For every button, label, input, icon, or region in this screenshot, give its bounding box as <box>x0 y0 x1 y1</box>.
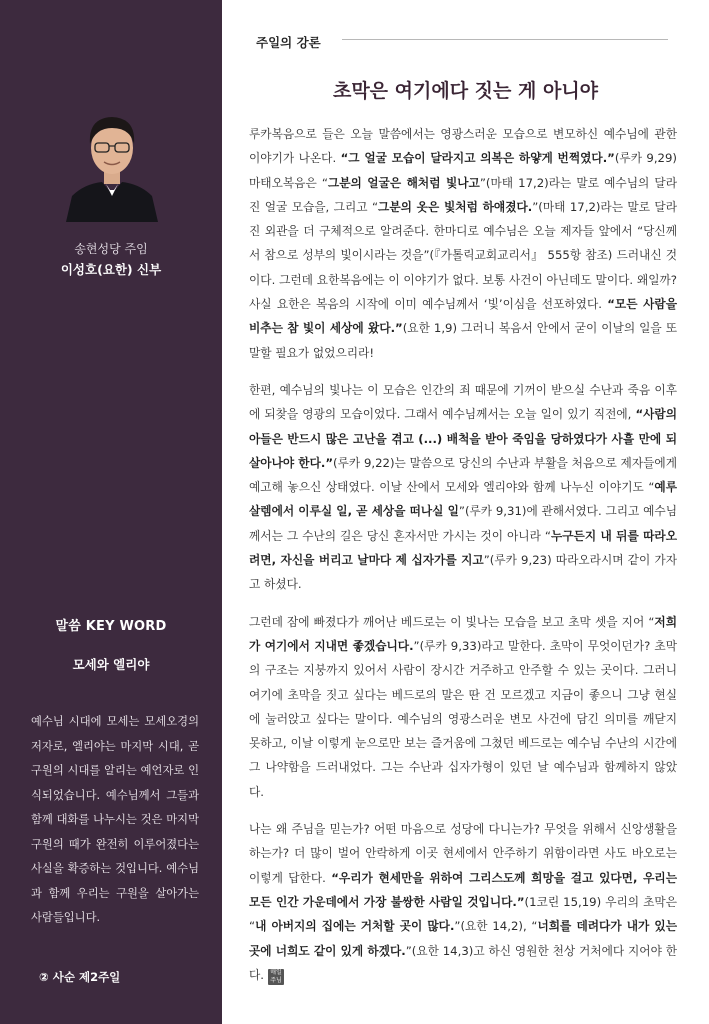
paragraph <box>249 378 677 597</box>
liturgical-week: ② 사순 제2주일 <box>39 970 121 984</box>
scripture-quote: 누구든지 내 뒤를 따라오려면, 자신을 버리고 날마다 제 십자가를 지고 <box>249 528 678 568</box>
parish-label: 송현성당 주임 <box>74 242 148 256</box>
text-run: ”(루카 9,31)에 관해서였다. 그리고 예수님께서는 그 수난의 길은 당신 혼자서만 가시는 것이 아니라 “ <box>249 504 677 543</box>
scripture-quote: “그 얼굴 모습이 달라지고 의복은 하얗게 번쩍였다.” <box>340 151 615 166</box>
text-run: (1코린 15,19) 우리의 초막은 “ <box>249 894 677 934</box>
priest-portrait <box>64 104 160 222</box>
scripture-quote: 내 아버지의 집에는 거처할 곳이 많다. <box>255 919 455 934</box>
text-run: (루카 9,22)는 말씀으로 당신의 수난과 부활을 처음으로 제자들에게 예고해 놓으신 상태였다. 이날 산에서 모세와 엘리야와 함께 나누신 이야기도 “ <box>249 455 677 495</box>
section-divider <box>342 39 668 40</box>
text-run: ”(루카 9,23) 따라오라시며 같이 가자고 하셨다. <box>249 553 677 592</box>
section-label: 주일의 강론 <box>256 35 321 50</box>
paragraph <box>249 122 677 365</box>
scripture-quote: 너희를 데려다가 내가 있는 곳에 너희도 같이 있게 하겠다. <box>249 919 677 958</box>
end-mark-icon: 매일 주님 <box>268 969 284 985</box>
sidebar <box>0 0 222 1024</box>
text-run: 나는 왜 주님을 믿는가? 어떤 마음으로 성당에 다니는가? 무엇을 위해서 신앙생활을 하는가? 더 많이 벌어 안락하게 이곳 현세에서 안주하기 위함이라면 사도 바오로는 이렇게 답한다. <box>249 822 677 885</box>
keyword-heading: 말씀 KEY WORD <box>55 619 167 634</box>
paragraph <box>249 610 677 804</box>
text-run: 그런데 잠에 빠졌다가 깨어난 베드로는 이 빛나는 모습을 보고 초막 셋을 지어 “ <box>249 614 655 629</box>
text-run: 한편, 예수님의 빛나는 이 모습은 인간의 죄 때문에 기꺼이 받으실 수난과 죽음 이후에 되찾을 영광의 모습이었다. 그래서 예수님께서는 오늘 일이 있기 직전에, <box>249 382 677 422</box>
keyword-description: 예수님 시대에 모세는 모세오경의 저자로, 엘리야는 마지막 시대, 곧 구원의 시대를 알리는 예언자로 인식되었습니다. 예수님께서 그들과 함께 대화를 나누시는 것은 마지막 구원의 때가 완전히 이루어졌다는 사실을 확증하는 것입니다. 예수님과 함께 우리는 구원을 살아가는 사람들입니다. <box>31 715 199 924</box>
text-run: ”(요한 14,3)고 하신 영원한 천상 거처에다 지어야 한다. <box>249 943 677 982</box>
text-run: ”(마태 17,2)라는 말로 달라진 외관을 더 구체적으로 알려준다. 한마디로 예수님은 오늘 제자들 앞에서 “당신께서 참으로 성부의 빛이시라는 것을”(『가톨릭교회교리서』 555항 참조) 드러내신 것이다. 그런데 요한복음에는 이 이야기가 없다. 보통 사건이 아닌데도 말이다. 왜일까? 사실 요한은 복음의 시작에 이미 예수님께서 ‘빛’이심을 선포하였다. <box>249 199 677 312</box>
scripture-quote: 그분의 얼굴은 해처럼 빛나고 <box>327 175 480 190</box>
text-run: ”(루카 9,33)라고 말한다. 초막이 무엇이던가? 초막의 구조는 지붕까지 있어서 사람이 장시간 거주하고 안주할 수 있는 곳이다. 그러니 여기에 초막을 짓고 싶다는 베드로의 말은 딴 건 모르겠고 지금이 좋으니 그냥 현실에 눌러앉고 싶다는 말이다. 예수님의 영광스러운 변모 사건에 담긴 의미를 깨닫지 못하고, 이날 이렇게 눈으로만 보는 즐거움에 그쳤던 베드로는 예수님 수난의 시간에 그 나약함을 드러내었다. 그는 수난과 십자가형이 있던 날 예수님과 함께하지 않았다. <box>249 638 678 799</box>
scripture-quote: 그분의 옷은 빛처럼 하얘졌다. <box>378 199 533 214</box>
priest-name: 이성호(요한) 신부 <box>60 262 162 277</box>
text-run: (요한 1,9) 그러니 복음서 안에서 굳이 이날의 일을 또 말할 필요가 없었으리라! <box>249 321 677 360</box>
scripture-quote: “우리가 현세만을 위하여 그리스도께 희망을 걸고 있다면, 우리는 모든 인간 가운데에서 가장 불쌍한 사람일 것입니다.” <box>249 870 677 909</box>
paragraph <box>249 817 677 987</box>
scripture-quote: 저희가 여기에서 지내면 좋겠습니다. <box>249 614 677 653</box>
text-run: (루카 9,29) 마태오복음은 “ <box>249 151 677 190</box>
text-run: ”(마태 17,2)라는 말로 예수님의 달라진 얼굴 모습을, 그리고 “ <box>249 175 677 214</box>
article-title: 초막은 여기에다 짓는 게 아니야 <box>332 80 599 102</box>
text-run: 루카복음으로 들은 오늘 말씀에서는 영광스러운 모습으로 변모하신 예수님에 관한 이야기가 나온다. <box>249 127 677 166</box>
scripture-quote: 예루살렘에서 이루실 일, 곧 세상을 떠나실 일 <box>249 480 677 519</box>
text-run: ”(요한 14,2), “ <box>454 919 538 934</box>
article-body <box>249 122 677 1000</box>
scripture-quote: “사람의 아들은 반드시 많은 고난을 겪고 (...) 배척을 받아 죽임을 당하였다가 사흘 만에 되살아나야 한다.” <box>249 407 677 470</box>
scripture-quote: “모든 사람을 비추는 참 빛이 세상에 왔다.” <box>249 297 678 336</box>
keyword-term: 모세와 엘리야 <box>72 657 150 672</box>
